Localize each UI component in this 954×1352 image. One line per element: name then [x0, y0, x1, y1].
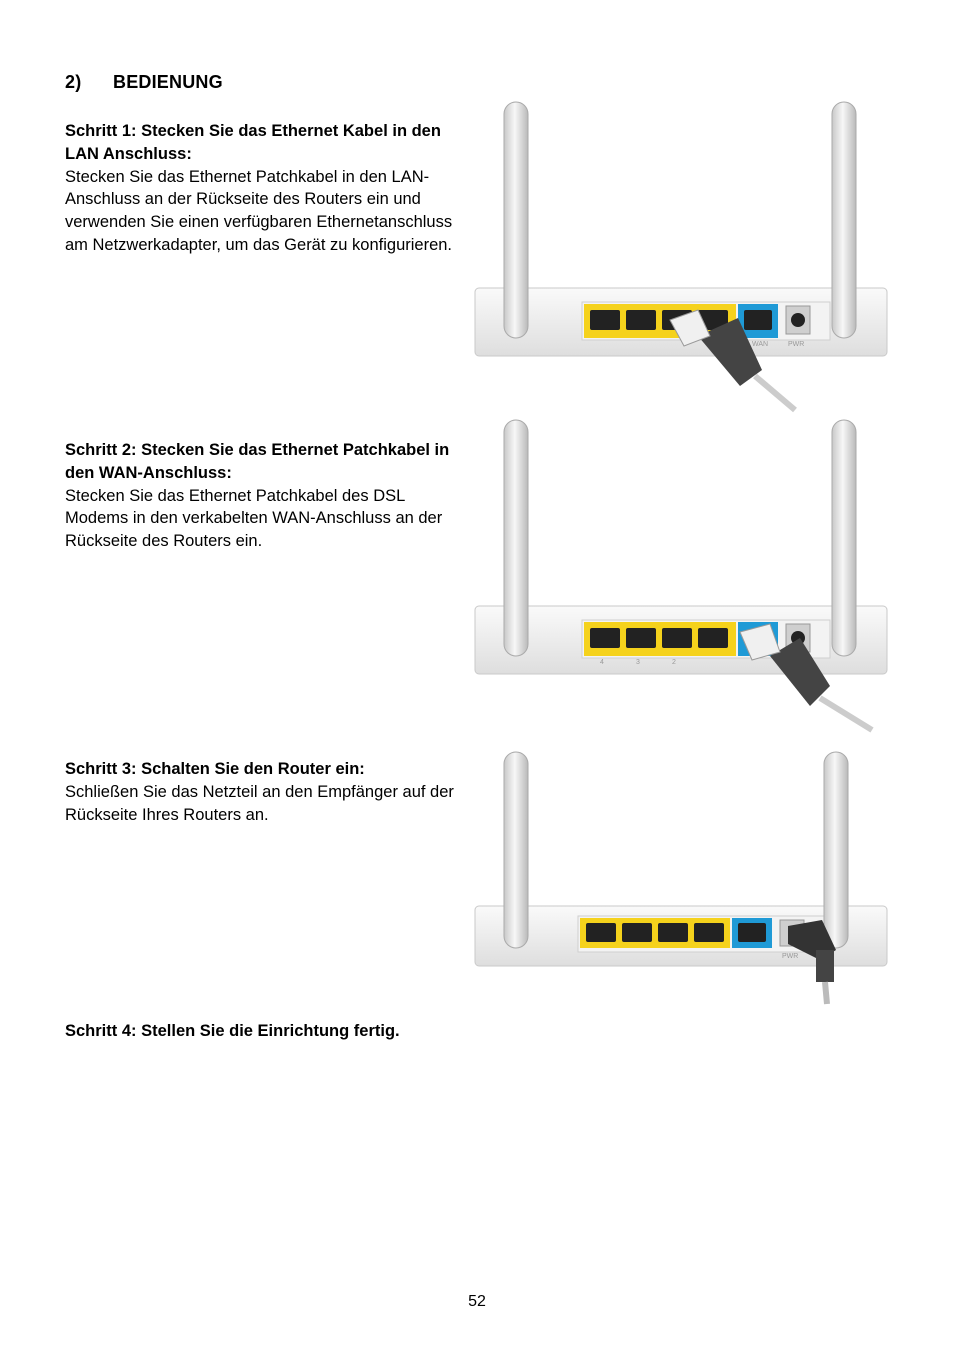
right-antenna: [832, 102, 856, 338]
step-3-body: Schließen Sie das Netzteil an den Empfänger auf der Rückseite Ihres Routers an.: [65, 782, 454, 824]
router-lan-illustration: [470, 98, 890, 418]
section-number: 2): [65, 72, 82, 92]
left-antenna: [504, 102, 528, 338]
step-1: [65, 120, 465, 257]
step-1-body: Stecken Sie das Ethernet Patchkabel in den LAN-Anschluss an der Rückseite des Routers ein und verwenden Sie einen verfügbaren Ethernetanschluss am Netzwerkadapter, um das Gerät zu konfigurieren.: [65, 167, 453, 254]
port-4-label: 4: [600, 659, 604, 666]
wan-port: [744, 310, 772, 330]
page-number: 52: [468, 1293, 486, 1310]
pwr-label: PWR: [788, 341, 805, 348]
step-3-title: Schritt 3: Schalten Sie den Router ein:: [65, 760, 365, 778]
port-3-label: 3: [636, 659, 640, 666]
wan-label: WAN: [752, 341, 769, 348]
section-title: BEDIENUNG: [113, 72, 223, 92]
left-antenna: [504, 420, 528, 656]
wan-port: [738, 923, 766, 942]
step-1-title: Schritt 1: Stecken Sie das Ethernet Kabel in den LAN Anschluss:: [65, 122, 441, 163]
step-4-title: Schritt 4: Stellen Sie die Einrichtung fertig.: [65, 1022, 400, 1040]
router-wan-illustration: [470, 416, 890, 736]
step-2: [65, 439, 465, 553]
power-jack-hole: [791, 313, 805, 327]
right-antenna: [824, 752, 848, 948]
router-power-illustration: [470, 748, 890, 1068]
step-3: [65, 758, 465, 826]
step-4: [65, 1020, 465, 1043]
step-2-body: Stecken Sie das Ethernet Patchkabel des DSL Modems in den verkabelten WAN-Anschluss an der Rückseite des Routers ein.: [65, 486, 443, 551]
right-antenna: [832, 420, 856, 656]
left-antenna: [504, 752, 528, 948]
port-2-label: 2: [672, 659, 676, 666]
pwr-label: PWR: [782, 953, 799, 960]
step-2-title: Schritt 2: Stecken Sie das Ethernet Patchkabel in den WAN-Anschluss:: [65, 441, 450, 482]
section-heading: [65, 72, 223, 93]
